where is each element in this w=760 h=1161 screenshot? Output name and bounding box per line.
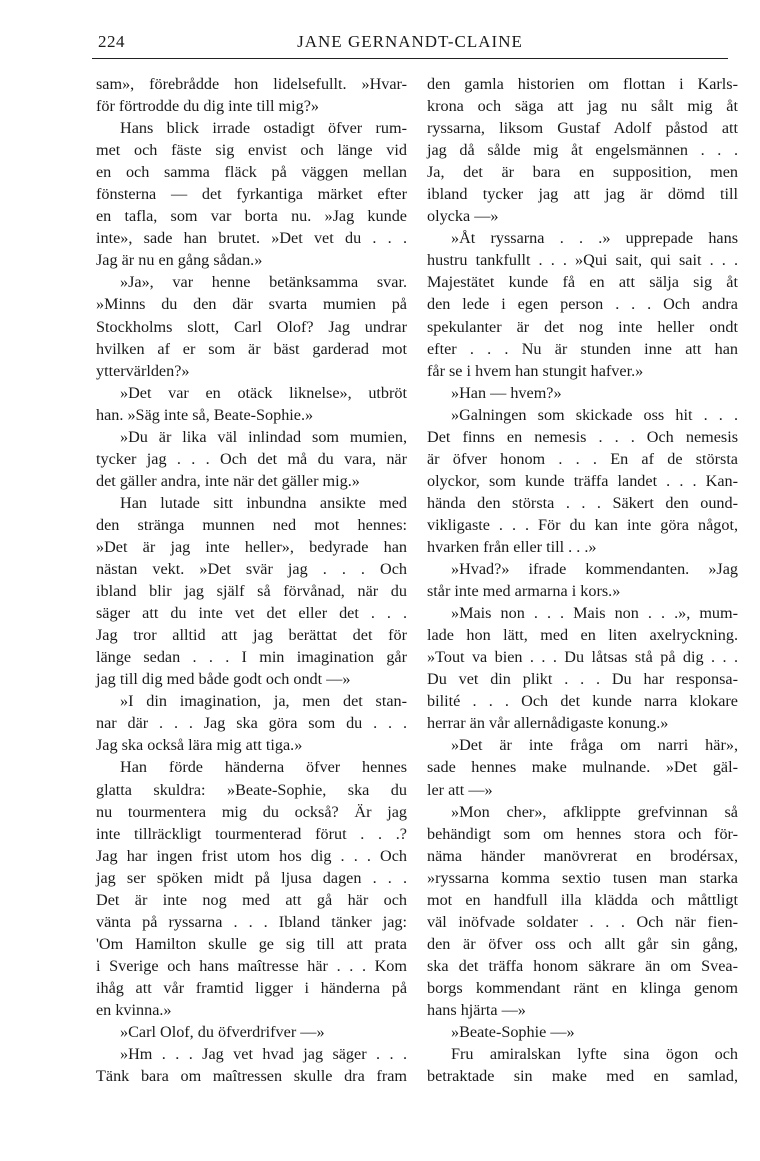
- text-line: »Åt ryssarna . . .» upprepade hans: [451, 229, 738, 248]
- text-line: den stränga munnen ned mot hennes:: [96, 515, 407, 534]
- text-line: den lede i egen person . . . Och andra: [427, 295, 738, 314]
- text-line: glatta skuldra: »Beate-Sophie, ska du: [96, 780, 407, 799]
- text-line: väl inöfvade soldater . . . Och när fien-: [427, 912, 738, 931]
- text-line: står inte med armarna i kors.»: [427, 582, 621, 601]
- text-line: hustru tankfullt . . . »Qui sait, qui sait . . .: [427, 251, 738, 270]
- text-line: »Galningen som skickade oss hit . . .: [451, 405, 738, 424]
- text-line: i Sverige och hans maîtresse här . . . Kom: [96, 956, 407, 975]
- text-line: sam», förebrådde hon lidelsefullt. »Hvar-: [96, 75, 407, 93]
- text-line: »Det är jag inte heller», bedyrade han: [96, 537, 407, 556]
- text-line: lade hon lätt, med en liten axelryckning.: [427, 626, 738, 645]
- text-line: nu tourmentera mig du också? Är jag: [96, 802, 407, 821]
- text-line: »Ja», var henne betänksamma svar.: [120, 273, 407, 292]
- text-line: för förtrodde du dig inte till mig?»: [96, 97, 319, 116]
- text-line: borgs kommendant ränt en klinga genom: [427, 978, 738, 997]
- text-line: hans hjärta —»: [427, 1000, 526, 1019]
- text-line: Jag tror alltid att jag berättat det för: [96, 626, 407, 645]
- running-head: JANE GERNANDT-CLAINE: [297, 32, 523, 51]
- text-line: behändigt som om hennes stora och för-: [427, 824, 738, 843]
- text-line: inte tillräckligt tourmenterad förut . . .?: [96, 824, 407, 843]
- right-text-column: [427, 73, 738, 1087]
- text-line: Jag ska också lära mig att tiga.»: [96, 736, 303, 755]
- text-line: Du vet din plikt . . . Du har responsa-: [427, 670, 738, 689]
- text-line: han. »Säg inte så, Beate-Sophie.»: [96, 405, 314, 424]
- text-line: »Det är inte fråga om narri här»,: [451, 736, 738, 755]
- text-line: ska det träffa honom säkrare än om Svea-: [427, 956, 738, 975]
- text-line: jag till dig med både godt och ondt —»: [96, 670, 351, 689]
- text-line: Jag har ingen frist utom hos dig . . . Och: [96, 846, 407, 865]
- text-line: Fru amiralskan lyfte sina ögon och: [451, 1045, 738, 1064]
- text-line: 'Om Hamilton skulle ge sig till att prata: [96, 934, 407, 953]
- text-line: ibland tycker jag att jag är dömd till: [427, 185, 738, 204]
- text-line: är öfver honom . . . En af de största: [427, 449, 738, 468]
- text-line: en tafla, som var borta nu. »Jag kunde: [96, 207, 407, 226]
- text-line: nästan vekt. »Det svär jag . . . Och: [96, 560, 407, 579]
- text-line: ihåg att vår framtid ligger i händerna på: [96, 978, 407, 997]
- text-line: tycker jag . . . Och det må du vara, när: [96, 449, 407, 468]
- text-line: Tänk bara om maîtressen skulle dra fram: [96, 1067, 407, 1086]
- text-line: ibland blir jag själf så förvånad, när du: [96, 582, 407, 601]
- text-line: det gäller andra, inte när det gäller mig.»: [96, 471, 360, 490]
- text-line: ryssarna, liksom Gustaf Adolf påstod att: [427, 119, 738, 138]
- text-line: bilité . . . Och det kunde narra klokare: [427, 692, 738, 711]
- text-line: får se i hvem han stungit hafver.»: [427, 361, 644, 380]
- text-line: sade hennes make mulnande. »Det gäl-: [427, 758, 738, 777]
- text-line: »Tout va bien . . . Du låtsas stå på dig . . .: [427, 648, 738, 667]
- text-line: Hans blick irrade ostadigt öfver rum-: [120, 119, 407, 138]
- text-line: »Mon cher», afklippte grefvinnan så: [451, 802, 738, 821]
- text-line: »Mais non . . . Mais non . . .», mum-: [451, 604, 738, 623]
- text-line: länge sedan . . . I min imagination går: [96, 648, 407, 667]
- text-line: vänta på ryssarna . . . Ibland tänker jag:: [96, 912, 407, 931]
- text-line: hvilken af er som är bäst garderad mot: [96, 339, 407, 358]
- text-line: fönsterna — det fyrkantiga märket efter: [96, 185, 407, 204]
- text-line: olycka —»: [427, 207, 499, 226]
- text-line: herrar än vår allernådigaste konung.»: [427, 714, 669, 733]
- text-line: ler att —»: [427, 780, 493, 799]
- text-line: »Carl Olof, du öfverdrifver —»: [120, 1023, 325, 1042]
- text-line: Han lutade sitt inbundna ansikte med: [120, 493, 407, 512]
- text-line: Majestätet kunde få en att sälja sig åt: [427, 273, 738, 292]
- text-line: met och fäste sig envist och länge vid: [96, 141, 407, 160]
- text-line: »Det var en otäck liknelse», utbröt: [120, 383, 407, 402]
- text-line: krona och säga att jag nu sålt mig åt: [427, 97, 738, 116]
- text-line: »Han — hvem?»: [451, 383, 562, 402]
- text-line: »Du är lika väl inlindad som mumien,: [120, 427, 407, 446]
- text-line: jag ser spöken midt på ljusa dagen . . .: [96, 868, 407, 887]
- text-line: »Hm . . . Jag vet hvad jag säger . . .: [120, 1045, 407, 1064]
- text-line: »ryssarna komma sextio tusen man starka: [427, 868, 738, 887]
- text-line: mot en handfull illa klädda och måttligt: [427, 890, 738, 909]
- text-line: en och samma fläck på väggen mellan: [96, 163, 407, 182]
- text-line: olyckor, som kunde träffa landet . . . Kan-: [427, 471, 738, 490]
- text-line: spekulanter är det nog inte heller ondt: [427, 317, 738, 336]
- text-line: en kvinna.»: [96, 1000, 172, 1019]
- text-line: »Beate-Sophie —»: [451, 1023, 575, 1042]
- left-text-column: [96, 73, 407, 1087]
- text-line: den gamla historien om flottan i Karls-: [427, 75, 738, 93]
- text-line: »Hvad?» ifrade kommendanten. »Jag: [451, 560, 738, 579]
- text-line: vikligaste . . . För du kan inte göra något,: [427, 515, 738, 534]
- text-line: inte», sade han brutet. »Det vet du . . .: [96, 229, 407, 248]
- text-line: betraktade sin make med en samlad,: [427, 1067, 738, 1086]
- text-line: Jag är nu en gång sådan.»: [96, 251, 263, 270]
- text-line: Det är inte nog med att gå här och: [96, 890, 407, 909]
- text-line: jag då sålde mig åt engelsmännen . . .: [427, 141, 738, 160]
- text-line: efter . . . Nu är stunden inne att han: [427, 339, 738, 358]
- text-line: Han förde händerna öfver hennes: [120, 758, 407, 777]
- text-line: »Minns du den där svarta mumien på: [96, 295, 407, 314]
- page-number: 224: [98, 32, 125, 51]
- text-line: Det finns en nemesis . . . Och nemesis: [427, 427, 738, 446]
- text-line: näma händer manövrerat en brodérsax,: [427, 846, 738, 865]
- text-line: Ja, det är bara en supposition, men: [427, 163, 738, 182]
- text-line: säger att du inte vet det eller det . . .: [96, 604, 407, 623]
- text-line: Stockholms slott, Carl Olof? Jag undrar: [96, 317, 407, 336]
- text-line: nar där . . . Jag ska göra som du . . .: [96, 714, 407, 733]
- text-line: hända den största . . . Säkert den ound-: [427, 493, 738, 512]
- text-line: »I din imagination, ja, men det stan-: [120, 692, 407, 711]
- text-line: hvarken från eller till . . .»: [427, 537, 597, 556]
- text-line: yttervärlden?»: [96, 361, 190, 380]
- page-header: [92, 28, 728, 59]
- text-line: den är öfver oss och allt går sin gång,: [427, 934, 738, 953]
